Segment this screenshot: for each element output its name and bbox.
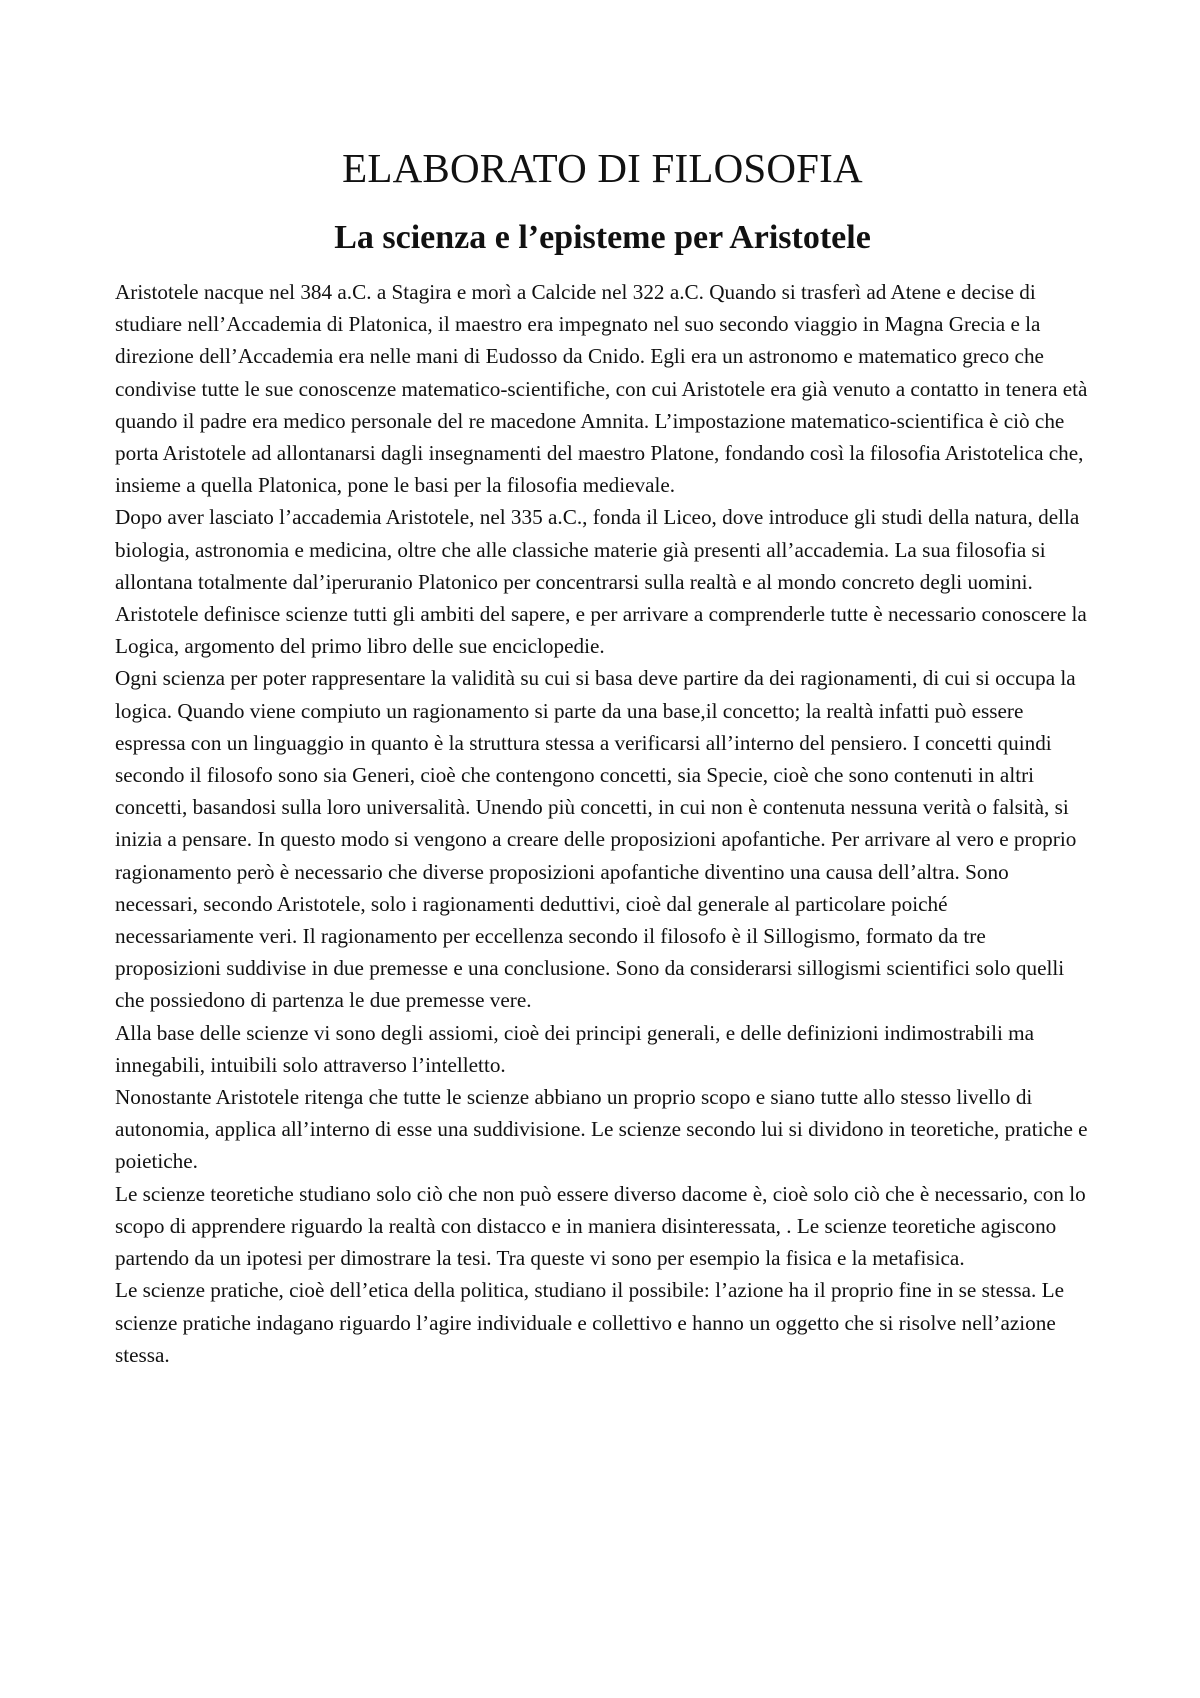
paragraph-suddivisione: Nonostante Aristotele ritenga che tutte le scienze abbiano un proprio scopo e siano tutte allo stesso livello di autonomia, applica all’interno di esse una suddivisione. Le scienze secondo lui si dividono in teoretiche, pratiche e poietiche.	[115, 1085, 1088, 1174]
paragraph-logica: Aristotele definisce scienze tutti gli ambiti del sapere, e per arrivare a comprenderle tutte è necessario conoscere la Logica, argomento del primo libro delle sue enciclopedie.	[115, 602, 1087, 659]
paragraph-ragionamento: Ogni scienza per poter rappresentare la validità su cui si basa deve partire da dei ragionamenti, di cui si occupa la logica. Quando viene compiuto un ragionamento si parte da una base,il concetto; la realtà infatti può essere espressa con un linguaggio in quanto è la struttura stessa a verificarsi all’interno del pensiero. I concetti quindi secondo il filosofo sono sia Generi, cioè che contengono concetti, sia Specie, cioè che sono contenuti in altri concetti, basandosi sulla loro universalità. Unendo più concetti, in cui non è contenuta nessuna verità o falsità, si inizia a pensare. In questo modo si vengono a creare delle proposizioni apofantiche. Per arrivare al vero e proprio ragionamento però è necessario che diverse proposizioni apofantiche diventino una causa dell’altra. Sono necessari, secondo Aristotele, solo i ragionamenti deduttivi, cioè dal generale al particolare poiché necessariamente veri. Il ragionamento per eccellenza secondo il filosofo è il Sillogismo, formato da tre proposizioni suddivise in due premesse e una conclusione. Sono da considerarsi sillogismi scientifici solo quelli che possiedono di partenza le due premesse vere.	[115, 666, 1077, 1013]
paragraph-scienze-pratiche: Le scienze pratiche, cioè dell’etica della politica, studiano il possibile: l’azione ha il proprio fine in se stessa. Le scienze pratiche indagano riguardo l’agire individuale e collettivo e hanno un oggetto che si risolve nell’azione stessa.	[115, 1278, 1064, 1367]
document-subtitle: La scienza e l’episteme per Aristotele	[334, 219, 871, 256]
document-title: ELABORATO DI FILOSOFIA	[342, 145, 863, 191]
paragraph-scienze-teoretiche: Le scienze teoretiche studiano solo ciò che non può essere diverso dacome è, cioè solo ciò che è necessario, con lo scopo di apprendere riguardo la realtà con distacco e in maniera disinteressata, . Le scienze teoretiche agiscono partendo da un ipotesi per dimostrare la tesi. Tra queste vi sono per esempio la fisica e la metafisica.	[115, 1181, 1086, 1271]
paragraph-assiomi: Alla base delle scienze vi sono degli assiomi, cioè dei principi generali, e delle definizioni indimostrabili ma innegabili, intuibili solo attraverso l’intelletto.	[115, 1020, 1035, 1077]
paragraph-liceo: Dopo aver lasciato l’accademia Aristotele, nel 335 a.C., fonda il Liceo, dove introduce gli studi della natura, della biologia, astronomia e medicina, oltre che alle classiche materie già presenti all’accademia. La sua filosofia si allontana totalmente dal’iperuranio Platonico per concentrarsi sulla realtà e al mondo concreto degli uomini.	[115, 505, 1080, 594]
document-body	[115, 276, 1090, 1371]
paragraph-biography: Aristotele nacque nel 384 a.C. a Stagira e morì a Calcide nel 322 a.C. Quando si trasferì ad Atene e decise di studiare nell’Accademia di Platonica, il maestro era impegnato nel suo secondo viaggio in Magna Grecia e la direzione dell’Accademia era nelle mani di Eudosso da Cnido. Egli era un astronomo e matematico greco che condivise tutte le sue conoscenze matematico-scientifiche, con cui Aristotele era già venuto a contatto in tenera età quando il padre era medico personale del re macedone Amnita. L’impostazione matematico-scientifica è ciò che porta Aristotele ad allontanarsi dagli insegnamenti del maestro Platone, fondando così la filosofia Aristotelica che, insieme a quella Platonica, pone le basi per la filosofia medievale.	[115, 280, 1088, 498]
document-content	[115, 138, 1090, 1371]
